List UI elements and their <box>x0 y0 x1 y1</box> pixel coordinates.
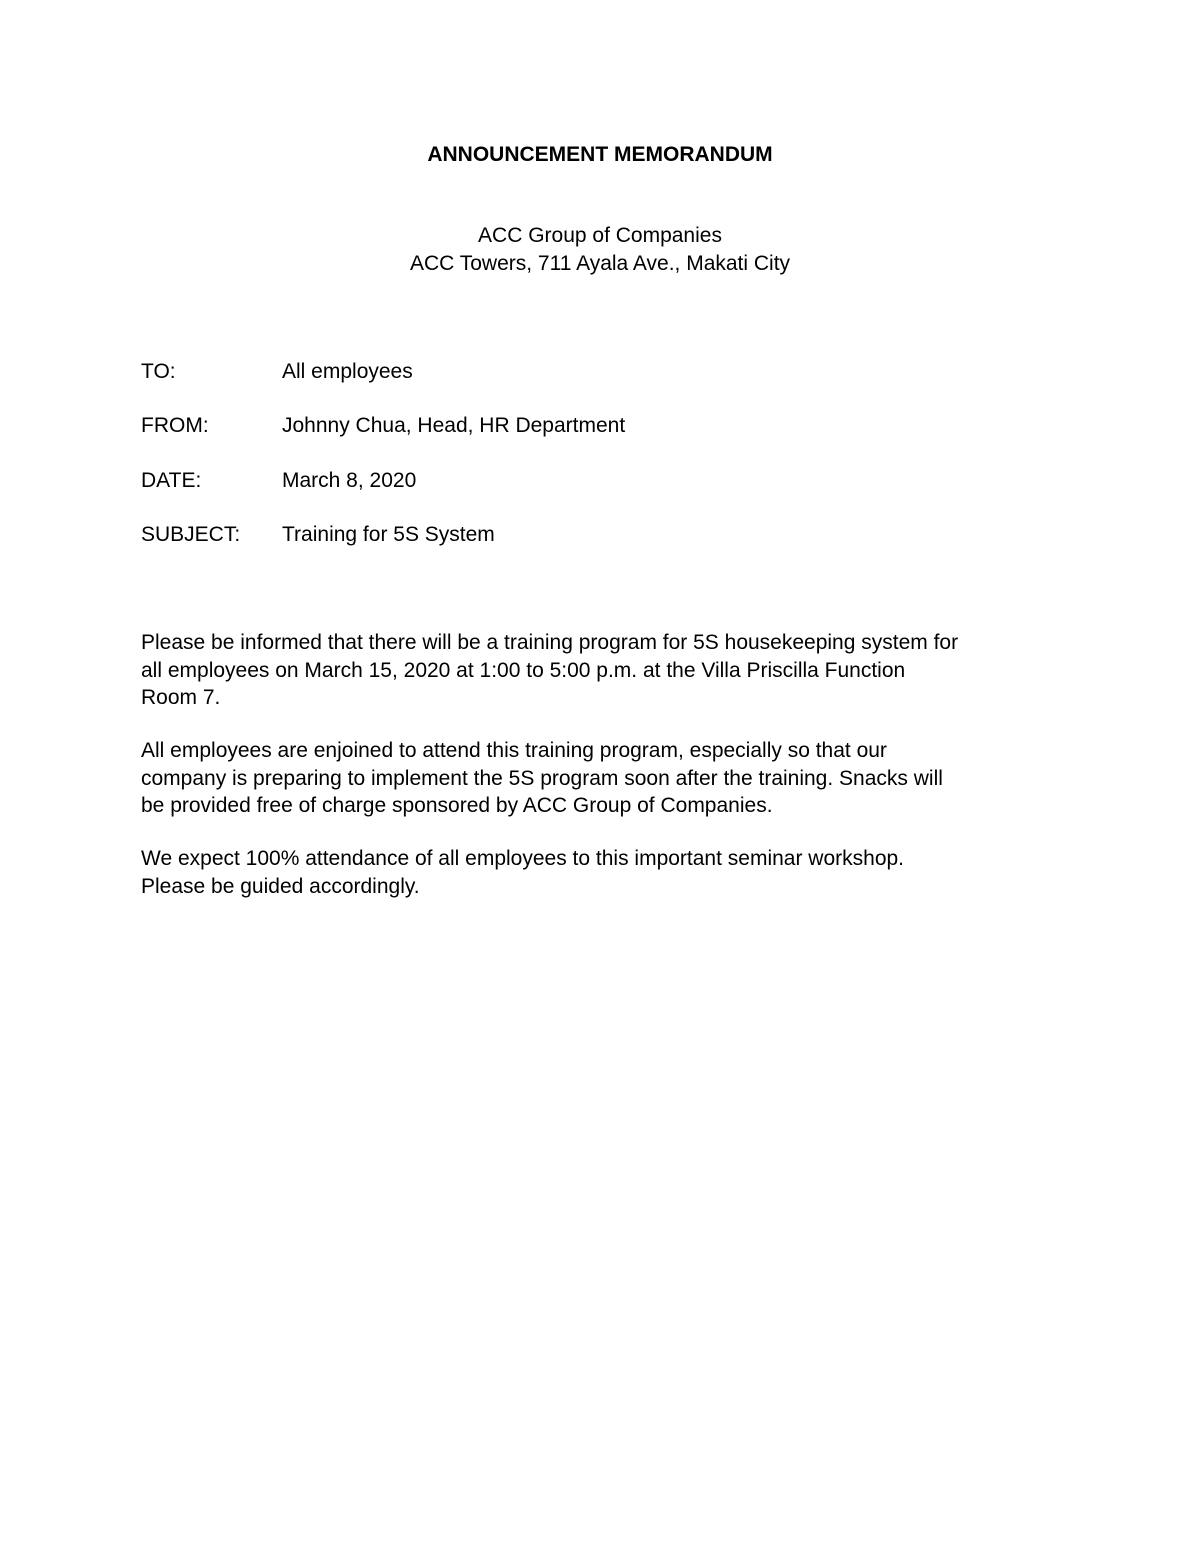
body-paragraph-1 <box>141 629 1071 712</box>
subject-label: SUBJECT: <box>141 523 241 546</box>
paragraph-line: Room 7. <box>141 686 221 709</box>
memo-subject-row <box>141 521 1041 549</box>
paragraph-line: Please be guided accordingly. <box>141 874 420 898</box>
body-paragraph-3 <box>141 845 1071 900</box>
from-label: FROM: <box>141 414 209 437</box>
memo-from-row <box>141 412 1041 440</box>
paragraph-line: be provided free of charge sponsored by ACC Group of Companies. <box>141 794 773 817</box>
memo-title: ANNOUNCEMENT MEMORANDUM <box>427 143 773 166</box>
subject-value: Training for 5S System <box>282 523 495 546</box>
paragraph-line: company is preparing to implement the 5S program soon after the training. Snacks will <box>141 766 943 790</box>
memo-date-row <box>141 467 1041 495</box>
to-label: TO: <box>141 360 176 383</box>
memo-to-row <box>141 358 1041 386</box>
paragraph-line: all employees on March 15, 2020 at 1:00 to 5:00 p.m. at the Villa Priscilla Function <box>141 658 906 682</box>
from-value: Johnny Chua, Head, HR Department <box>282 414 626 437</box>
paragraph-line: We expect 100% attendance of all employees to this important seminar workshop. <box>141 847 905 870</box>
company-address: ACC Towers, 711 Ayala Ave., Makati City <box>409 252 791 275</box>
date-value: March 8, 2020 <box>282 469 417 492</box>
company-name: ACC Group of Companies <box>478 224 722 247</box>
body-paragraph-2 <box>141 737 1071 820</box>
to-value: All employees <box>282 360 413 383</box>
date-label: DATE: <box>141 469 202 492</box>
paragraph-line: All employees are enjoined to attend this training program, especially so that our <box>141 739 887 762</box>
paragraph-line: Please be informed that there will be a training program for 5S housekeeping system for <box>141 631 959 654</box>
